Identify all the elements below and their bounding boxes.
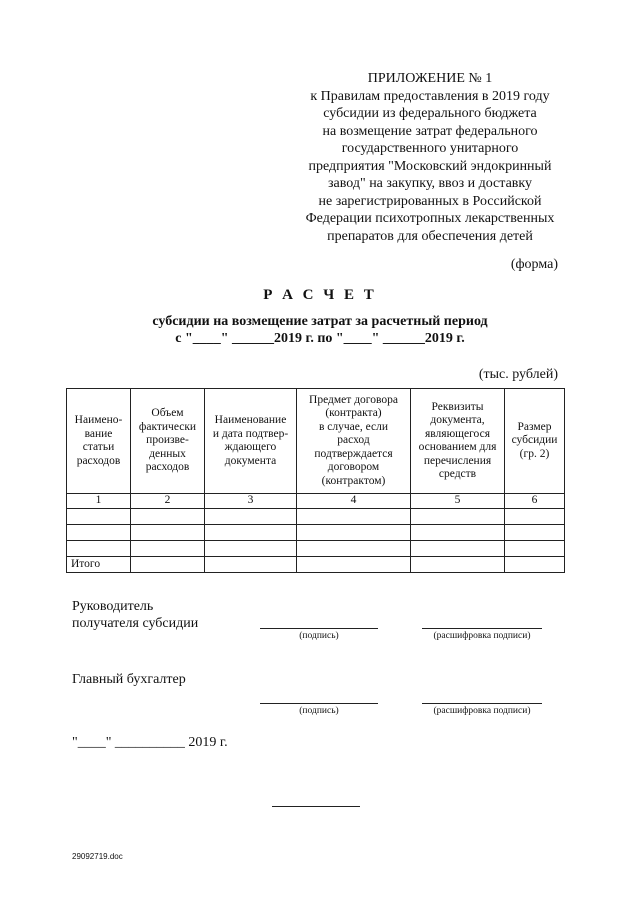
table-cell[interactable] bbox=[67, 509, 131, 525]
appendix-line: завод" на закупку, ввоз и доставку bbox=[328, 176, 532, 191]
table-cell[interactable] bbox=[505, 525, 565, 541]
signature-hint: (подпись) bbox=[299, 631, 339, 641]
appendix-title: ПРИЛОЖЕНИЕ № 1 bbox=[367, 71, 493, 86]
closing-divider bbox=[272, 806, 360, 807]
header-cell bbox=[67, 389, 131, 494]
header-text: Наименование bbox=[214, 414, 287, 426]
head-signature-field[interactable] bbox=[260, 628, 378, 629]
header-text: в случае, если bbox=[318, 420, 389, 433]
header-text: подтверждается bbox=[314, 447, 393, 460]
decoding-hint: (расшифровка подписи) bbox=[433, 706, 531, 716]
header-text: фактически bbox=[138, 420, 197, 433]
table-cell[interactable] bbox=[131, 525, 205, 541]
header-text: документа bbox=[224, 454, 277, 467]
table-cell[interactable] bbox=[505, 509, 565, 525]
header-text: договором bbox=[327, 461, 380, 474]
appendix-line: препаратов для обеспечения детей bbox=[327, 228, 533, 244]
header-text: Реквизиты bbox=[431, 400, 484, 413]
header-text: средств bbox=[438, 468, 477, 480]
signature-hint: (подпись) bbox=[299, 706, 339, 716]
table-cell[interactable] bbox=[205, 557, 297, 573]
header-text: произве- bbox=[146, 434, 189, 447]
appendix-line: Федерации психотропных лекарственных bbox=[305, 211, 555, 226]
header-text: (контрактом) bbox=[321, 474, 386, 487]
accountant-label: Главный бухгалтер bbox=[72, 672, 186, 687]
table-header-row bbox=[67, 389, 565, 494]
document-title: Р А С Ч Е Т bbox=[263, 287, 377, 303]
table-row bbox=[67, 509, 565, 525]
header-text: Предмет договора bbox=[309, 393, 398, 406]
table-cell[interactable] bbox=[131, 557, 205, 573]
column-number: 5 bbox=[411, 494, 505, 509]
column-number: 2 bbox=[131, 494, 205, 509]
appendix-line: предприятия "Московский эндокринный bbox=[308, 158, 552, 174]
header-text: (контракта) bbox=[325, 407, 382, 420]
column-number-row bbox=[67, 494, 565, 509]
header-text: статьи bbox=[82, 441, 115, 453]
table-cell[interactable] bbox=[411, 541, 505, 557]
decoding-hint: (расшифровка подписи) bbox=[433, 631, 531, 641]
header-cell bbox=[411, 389, 505, 494]
units-label: (тыс. рублей) bbox=[478, 367, 558, 382]
header-text: расходов bbox=[145, 461, 190, 474]
file-name: 29092719.doc bbox=[72, 852, 123, 861]
table-cell[interactable] bbox=[411, 525, 505, 541]
appendix-line: на возмещение затрат федерального bbox=[322, 123, 538, 139]
header-text: расход bbox=[337, 434, 370, 447]
total-label: Итого bbox=[67, 557, 131, 573]
header-text: являющегося bbox=[424, 427, 490, 440]
table-cell[interactable] bbox=[505, 557, 565, 573]
column-number: 1 bbox=[67, 494, 131, 509]
header-cell bbox=[297, 389, 411, 494]
calculation-table bbox=[66, 388, 565, 573]
column-number: 3 bbox=[205, 494, 297, 509]
accountant-signature-field[interactable] bbox=[260, 703, 378, 704]
header-cell bbox=[505, 389, 565, 494]
table-cell[interactable] bbox=[411, 557, 505, 573]
header-text: Объем bbox=[151, 407, 184, 420]
table-cell[interactable] bbox=[297, 557, 411, 573]
document-subtitle: субсидии на возмещение затрат за расчетный период bbox=[152, 314, 488, 329]
table-cell[interactable] bbox=[131, 509, 205, 525]
header-text: и дата подтвер- bbox=[212, 427, 289, 440]
appendix-line: к Правилам предоставления в 2019 году bbox=[310, 88, 550, 104]
header-cell bbox=[131, 389, 205, 494]
header-text: ждающего bbox=[224, 441, 277, 453]
header-text: Наимено- bbox=[74, 414, 123, 426]
document-period: с "____" ______2019 г. по "____" ______2019 г. bbox=[175, 331, 465, 346]
header-text: субсидии bbox=[511, 434, 558, 447]
table-cell[interactable] bbox=[67, 541, 131, 557]
header-text: денных bbox=[149, 447, 186, 460]
total-row bbox=[67, 557, 565, 573]
table-cell[interactable] bbox=[297, 509, 411, 525]
head-label-line1: Руководитель bbox=[72, 599, 154, 614]
header-text: документа, bbox=[430, 414, 485, 426]
column-number: 6 bbox=[505, 494, 565, 509]
header-text: Размер bbox=[517, 420, 552, 433]
header-text: (гр. 2) bbox=[519, 447, 550, 460]
table-cell[interactable] bbox=[505, 541, 565, 557]
table-row bbox=[67, 541, 565, 557]
header-text: расходов bbox=[76, 454, 121, 467]
accountant-decoding-field[interactable] bbox=[422, 703, 542, 704]
table-row bbox=[67, 525, 565, 541]
appendix-line: субсидии из федерального бюджета bbox=[323, 106, 537, 121]
table-cell[interactable] bbox=[205, 509, 297, 525]
table-cell[interactable] bbox=[411, 509, 505, 525]
head-label-line2: получателя субсидии bbox=[72, 616, 199, 631]
appendix-line: государственного унитарного bbox=[341, 141, 519, 156]
appendix-line: не зарегистрированных в Российской bbox=[318, 193, 542, 209]
table-cell[interactable] bbox=[205, 541, 297, 557]
table-cell[interactable] bbox=[131, 541, 205, 557]
column-number: 4 bbox=[297, 494, 411, 509]
date-line: "____" __________ 2019 г. bbox=[72, 735, 228, 750]
header-text: основанием для bbox=[418, 441, 497, 453]
form-label: (форма) bbox=[510, 257, 558, 272]
table-cell[interactable] bbox=[297, 541, 411, 557]
head-decoding-field[interactable] bbox=[422, 628, 542, 629]
header-cell bbox=[205, 389, 297, 494]
table-cell[interactable] bbox=[67, 525, 131, 541]
appendix-block bbox=[270, 70, 590, 245]
header-text: перечисления bbox=[423, 454, 492, 467]
table-cell[interactable] bbox=[205, 525, 297, 541]
table-cell[interactable] bbox=[297, 525, 411, 541]
header-text: вание bbox=[84, 427, 113, 440]
